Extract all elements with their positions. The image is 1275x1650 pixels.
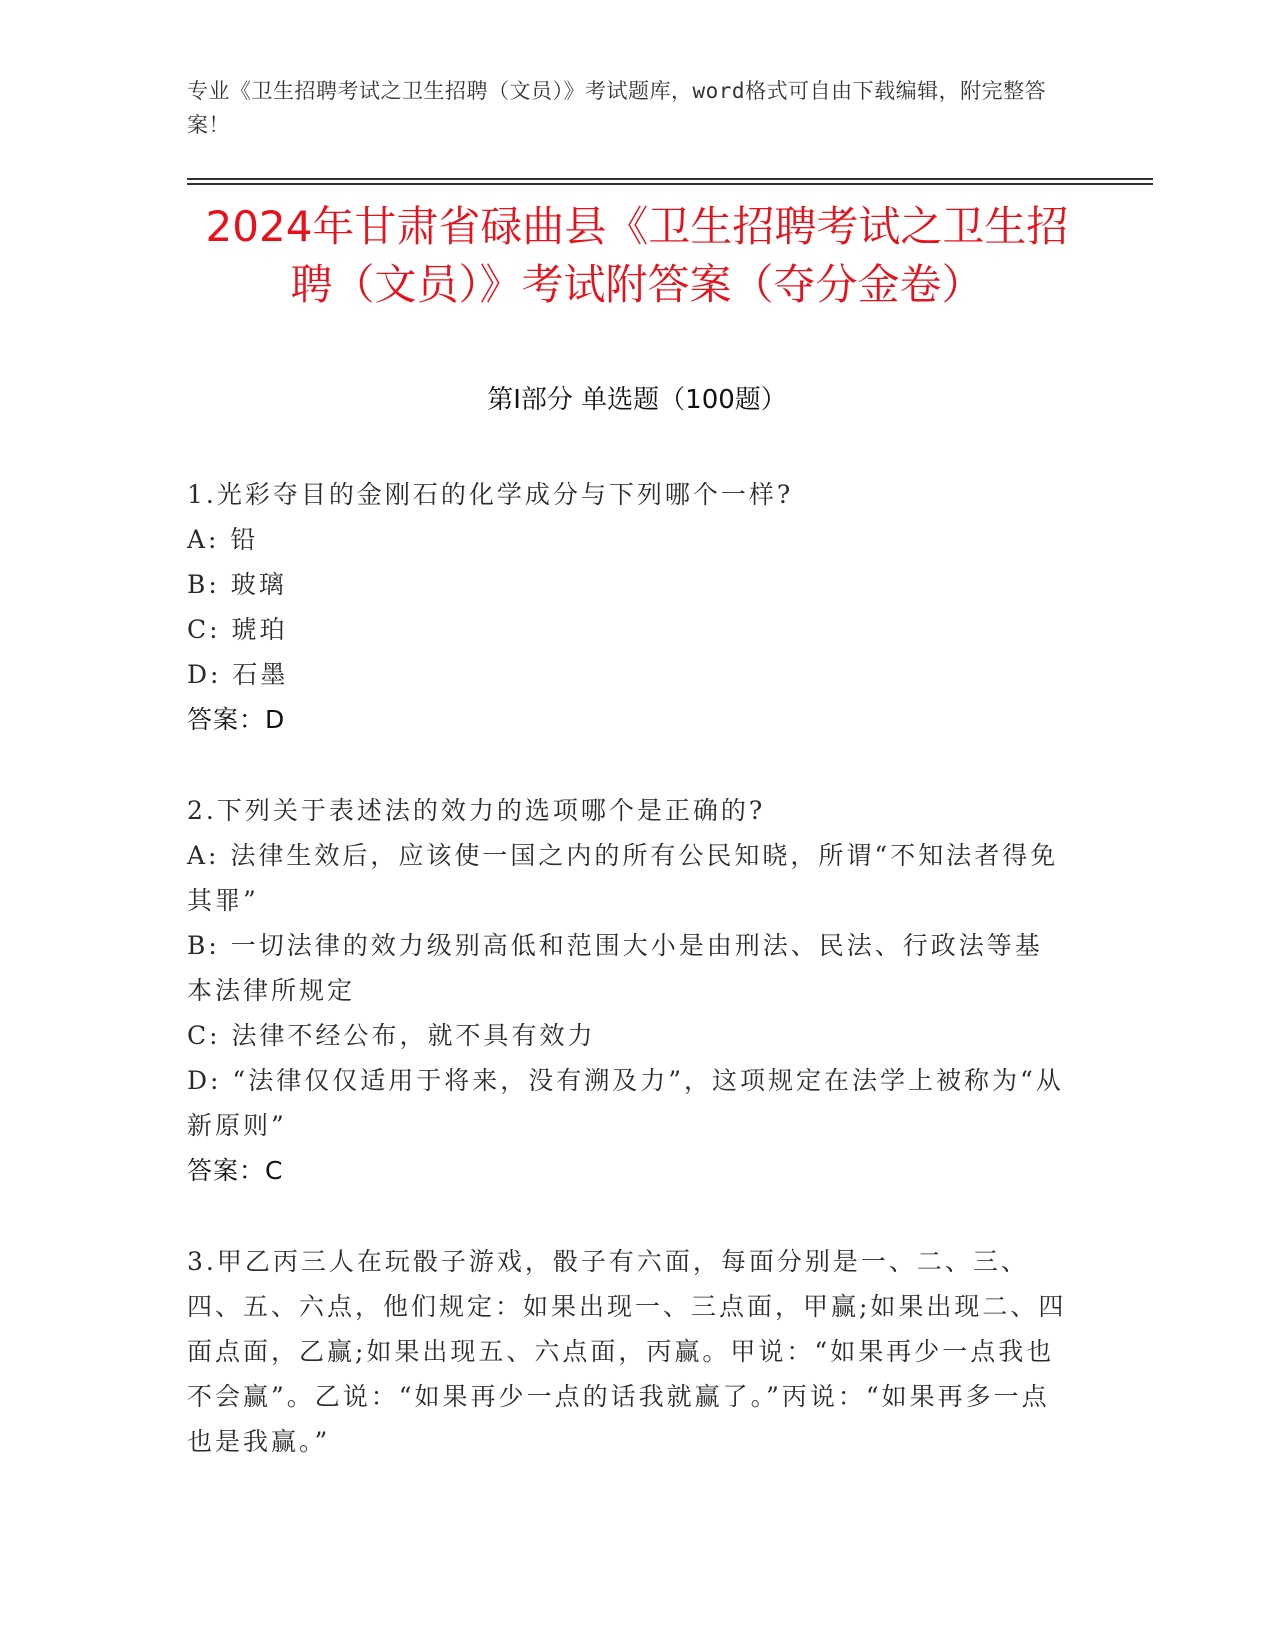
option-b: B: 一切法律的效力级别高低和范围大小是由刑法、民法、行政法等基本法律所规定	[187, 931, 1043, 1005]
answer: 答案：C	[187, 1156, 284, 1185]
question-3	[187, 1239, 1067, 1464]
header-divider-bottom	[187, 183, 1153, 185]
question-list	[187, 472, 1067, 1510]
section-heading: 第Ⅰ部分 单选题（100题）	[487, 385, 787, 415]
option-b: B: 玻璃	[187, 570, 287, 599]
document-title: 2024年甘肃省碌曲县《卫生招聘考试之卫生招聘（文员）》考试附答案（夺分金卷）	[205, 202, 1069, 309]
question-stem: 1.光彩夺目的金刚石的化学成分与下列哪个一样?	[187, 480, 794, 509]
option-d: D: “法律仅仅适用于将来，没有溯及力”，这项规定在法学上被称为“从新原则”	[187, 1066, 1064, 1140]
header-divider-top	[187, 178, 1153, 180]
option-c: C: 琥珀	[187, 615, 288, 644]
question-2	[187, 788, 1067, 1193]
option-a: A: 铅	[187, 525, 259, 554]
question-1	[187, 472, 1067, 742]
option-c: C: 法律不经公布，就不具有效力	[187, 1021, 596, 1050]
question-stem: 2.下列关于表述法的效力的选项哪个是正确的?	[187, 796, 766, 825]
answer: 答案：D	[187, 705, 286, 734]
option-d: D: 石墨	[187, 660, 289, 689]
header-note: 专业《卫生招聘考试之卫生招聘（文员）》考试题库，word格式可自由下载编辑，附完整答案！	[187, 79, 1047, 137]
option-a: A: 法律生效后，应该使一国之内的所有公民知晓，所谓“不知法者得免其罪”	[187, 841, 1059, 915]
question-stem: 3.甲乙丙三人在玩骰子游戏，骰子有六面，每面分别是一、二、三、四、五、六点，他们规定：如果出现一、三点面，甲赢;如果出现二、四面点面，乙赢;如果出现五、六点面，丙赢。甲说：“如果再少一点我也不会赢”。乙说：“如果再少一点的话我就赢了。”丙说：“如果再多一点也是我赢。”	[187, 1247, 1067, 1456]
